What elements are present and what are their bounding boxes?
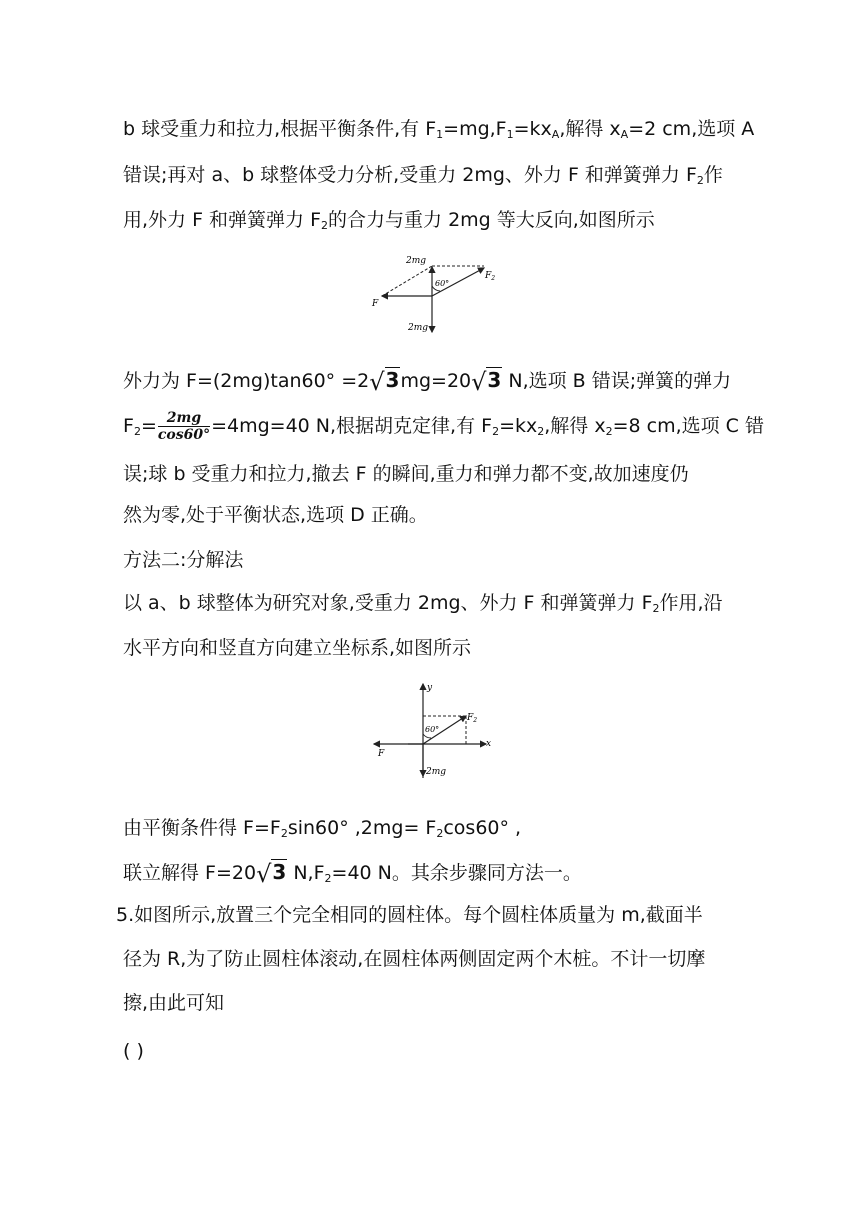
subscript: A [620,128,629,141]
subscript: 2 [605,425,613,438]
label-2mg-bottom: 2mg [408,323,429,333]
label-x: x [486,739,492,749]
paragraph3-line1 [123,589,723,623]
label-f: F [372,299,379,309]
text: sin60° ,2mg= F [287,817,437,839]
paragraph2-line1 [123,366,731,396]
sqrt: √3 [256,860,287,888]
question5-line1: 5.如图所示,放置三个完全相同的圆柱体。每个圆柱体质量为 m,截面半 [116,904,703,926]
subscript: 2 [652,602,660,615]
text: cos60° , [443,817,522,839]
text: 用,外力 F 和弹簧弹力 F [123,209,322,231]
text: =kx [513,118,552,140]
paragraph4-line1 [123,814,521,848]
text: ,解得 x [544,415,606,437]
label-2mg: 2mg [426,767,447,777]
text: 作 [703,164,723,186]
subscript: 2 [324,872,332,885]
label-angle: 60° [425,725,440,734]
method2-heading: 方法二:分解法 [123,549,244,571]
fraction: $\frac{2mg}{\cos 60^\circ}$ [157,410,211,443]
subscript: 2 [537,425,545,438]
dashed-left [382,266,432,296]
paragraph2-line4: 然为零,处于平衡状态,选项 D 正确。 [123,504,428,526]
text: =mg,F [443,118,507,140]
paragraph2-line2 [123,410,764,446]
subscript: 2 [321,219,329,232]
coordinate-diagram-2 [368,676,508,786]
text: ,解得 x [559,118,621,140]
text: = [140,415,157,437]
paragraph1-line3 [123,206,655,240]
text: 由平衡条件得 F=F [123,817,281,839]
subscript: 1 [436,128,444,141]
paragraph4-line2 [123,858,582,893]
force-diagram-1 [368,248,508,340]
paragraph1-line1 [123,115,754,149]
text: =kx [499,415,538,437]
text: =2 cm,选项 A [628,118,755,140]
text: 以 a、b 球整体为研究对象,受重力 2mg、外力 F 和弹簧弹力 F [123,592,653,614]
text: =4mg=40 N,根据胡克定律,有 F [211,415,493,437]
question5-answer-blank: ( ) [123,1040,144,1062]
label-y: y [427,683,433,693]
subscript: A [551,128,560,141]
angle-arc [423,734,431,738]
label-f: F [378,749,385,759]
paragraph1-line2 [123,161,723,195]
text: 的合力与重力 2mg 等大反向,如图所示 [328,209,655,231]
text: 外力为 F=(2mg)tan60° =2 [123,370,370,392]
text: N,选项 B 错误;弹簧的弹力 [502,370,732,392]
text: b 球受重力和拉力,根据平衡条件,有 F [123,118,437,140]
label-f2: $F_2$ [485,271,496,282]
subscript: 2 [492,425,500,438]
text: 错误;再对 a、b 球整体受力分析,受重力 2mg、外力 F 和弹簧弹力 F [123,164,697,186]
paragraph2-line3: 误;球 b 受重力和拉力,撤去 F 的瞬间,重力和弹力都不变,故加速度仍 [123,463,689,485]
question5-line3: 擦,由此可知 [123,992,225,1014]
subscript: 1 [506,128,514,141]
subscript: 2 [133,425,141,438]
text: mg=20 [400,370,472,392]
subscript: 2 [436,827,444,840]
sqrt: √3 [369,368,400,396]
text: 作用,沿 [659,592,723,614]
text: N,F [287,862,325,884]
text: =8 cm,选项 C 错 [612,415,764,437]
subscript: 2 [696,174,704,187]
label-2mg-top: 2mg [406,256,427,266]
sqrt: √3 [471,368,502,396]
paragraph3-line2: 水平方向和竖直方向建立坐标系,如图所示 [123,637,472,659]
text: 联立解得 F=20 [123,862,257,884]
label-f2: $F_2$ [467,713,478,724]
text: =40 N。其余步骤同方法一。 [331,862,582,884]
label-angle: 60° [435,279,450,288]
question5-line2: 径为 R,为了防止圆柱体滚动,在圆柱体两侧固定两个木桩。不计一切摩 [123,948,706,970]
text: F [123,415,134,437]
subscript: 2 [280,827,288,840]
